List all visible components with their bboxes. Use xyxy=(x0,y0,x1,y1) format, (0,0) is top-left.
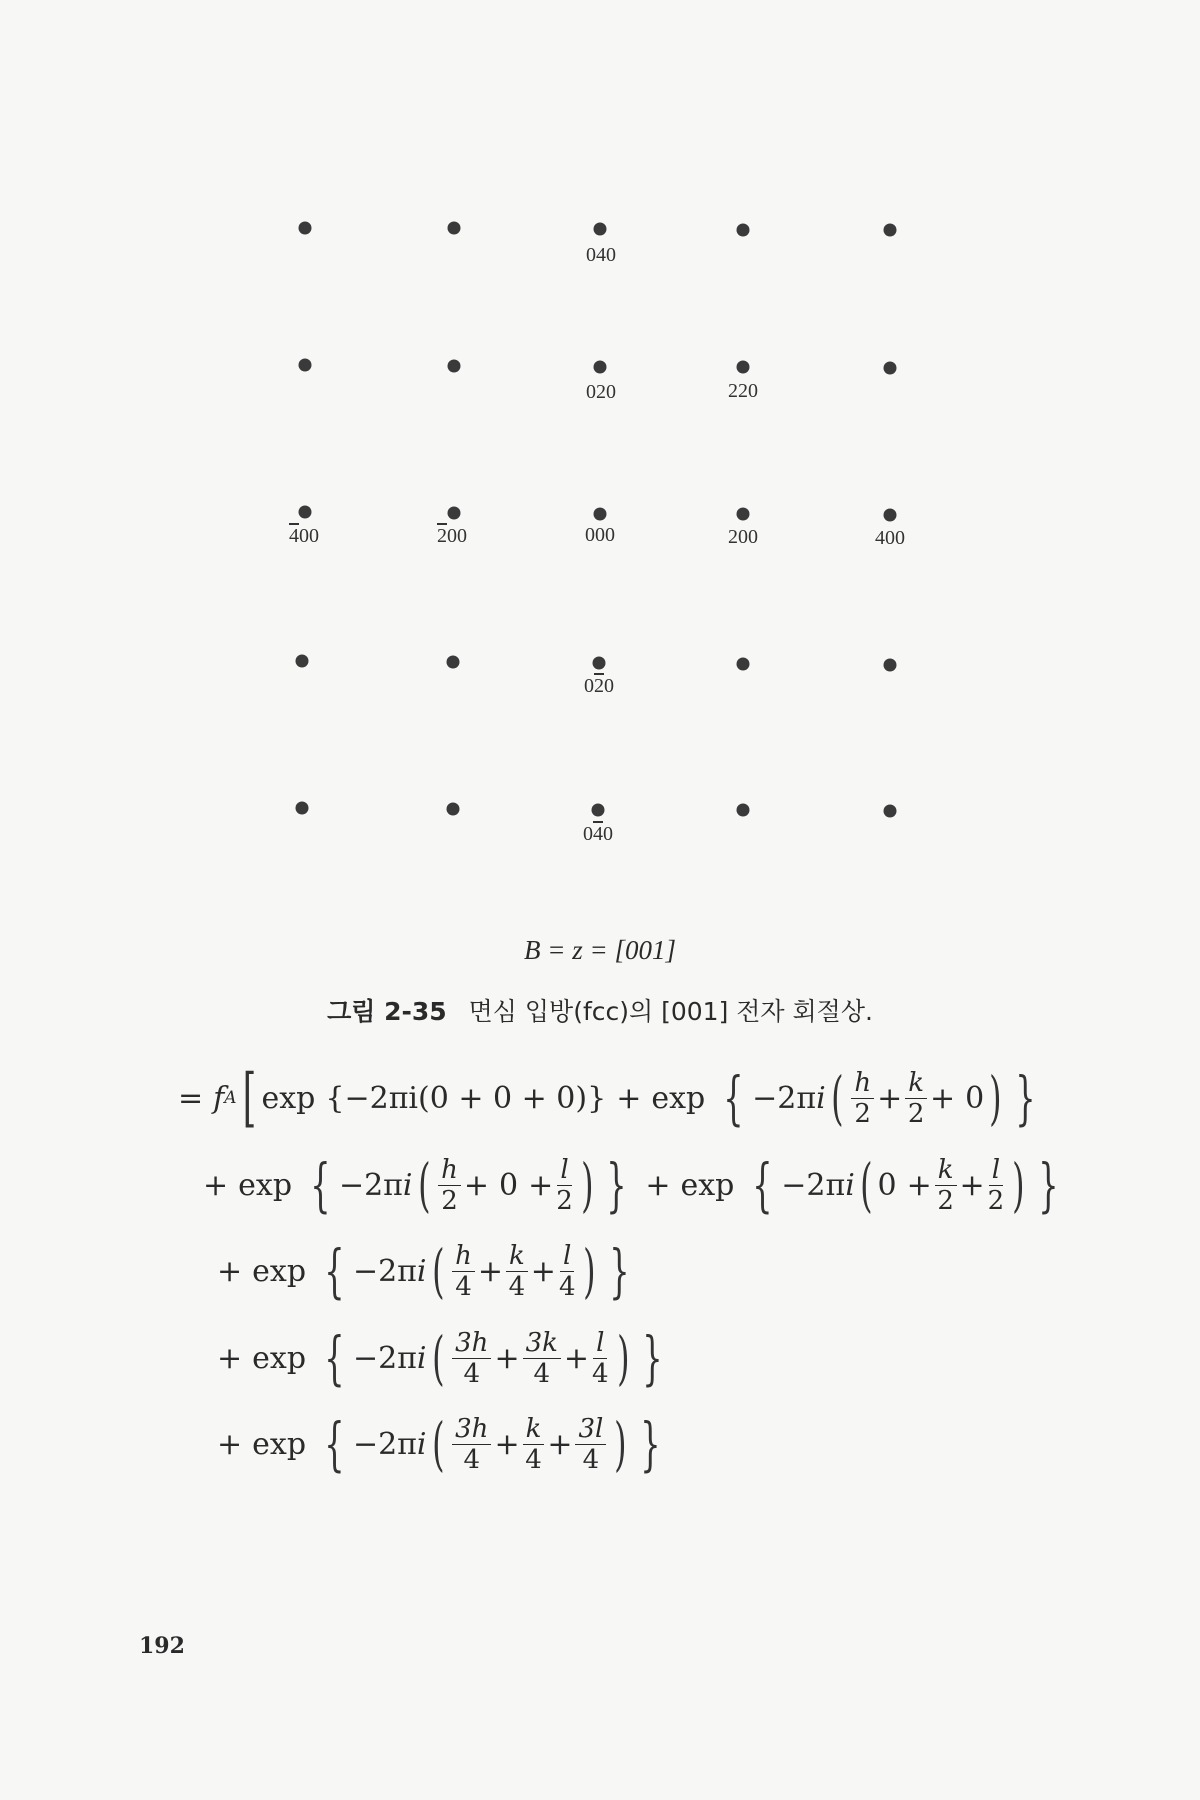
numerator: k xyxy=(523,1416,545,1445)
fraction xyxy=(556,1157,573,1214)
denominator: 4 xyxy=(582,1445,600,1475)
plus-sign: + xyxy=(217,1340,243,1376)
equation-line-4 xyxy=(217,1324,671,1393)
open-brace: { xyxy=(324,1324,345,1393)
diffraction-spot xyxy=(737,224,750,237)
overlined-index: 2 xyxy=(594,675,604,697)
fraction xyxy=(592,1330,609,1387)
plus-sign: + xyxy=(563,1340,590,1376)
diffraction-spot xyxy=(296,655,309,668)
page-number: 192 xyxy=(139,1633,185,1659)
diffraction-spot xyxy=(737,658,750,671)
imaginary-unit: i xyxy=(816,1080,826,1116)
open-paren: ( xyxy=(859,1151,873,1220)
open-brace: { xyxy=(723,1064,744,1133)
plus-sign: + xyxy=(494,1426,520,1462)
overlined-index: 4 xyxy=(289,525,299,547)
denominator: 4 xyxy=(463,1359,481,1389)
numerator: 3h xyxy=(452,1416,491,1445)
fraction xyxy=(905,1070,927,1127)
plus-sign: + xyxy=(906,1167,932,1203)
diffraction-spot xyxy=(594,508,607,521)
fraction xyxy=(851,1070,874,1127)
open-bracket: [ xyxy=(242,1060,256,1135)
diffraction-spot xyxy=(884,659,897,672)
close-brace: } xyxy=(642,1324,663,1393)
caption-text: 면심 입방(fcc)의 [001] 전자 회절상. xyxy=(468,997,873,1026)
imaginary-unit: i xyxy=(416,1340,427,1376)
plus-sign: + xyxy=(477,1253,504,1289)
numerator: 3k xyxy=(523,1330,561,1359)
denominator: 2 xyxy=(907,1099,925,1129)
denominator: 4 xyxy=(592,1359,609,1389)
spot-label-020: 020 xyxy=(586,381,616,403)
diffraction-spot xyxy=(884,362,897,375)
spot-label-220: 220 xyxy=(728,380,758,402)
numerator: l xyxy=(593,1330,607,1359)
imaginary-unit: i xyxy=(416,1253,427,1289)
spot-label-0neg20: 020 xyxy=(584,675,614,697)
exp-operator: exp xyxy=(252,1253,307,1289)
close-brace: } xyxy=(640,1410,661,1479)
zone-axis-text: B = z = [001] xyxy=(524,935,676,965)
diffraction-spot xyxy=(737,508,750,521)
diffraction-spot xyxy=(448,222,461,235)
exp-operator: exp xyxy=(651,1080,706,1116)
numerator: 3h xyxy=(452,1330,491,1359)
close-brace: } xyxy=(1038,1151,1059,1220)
fraction xyxy=(506,1243,528,1300)
denominator: 2 xyxy=(987,1186,1005,1216)
fraction xyxy=(452,1330,491,1387)
equation-line-1 xyxy=(178,1060,1044,1135)
overlined-index: 4 xyxy=(593,823,603,845)
denominator: 4 xyxy=(533,1359,550,1389)
diffraction-spot xyxy=(592,804,605,817)
zero: 0 xyxy=(877,1167,897,1203)
denominator: 4 xyxy=(455,1272,472,1302)
term-1-argument: {−2πi(0 + 0 + 0)} xyxy=(325,1080,607,1116)
spot-label-000: 000 xyxy=(585,524,615,546)
fraction xyxy=(452,1243,475,1300)
equation-line-2 xyxy=(203,1151,1067,1220)
spot-label-200: 200 xyxy=(728,526,758,548)
plus-sign: + xyxy=(463,1167,490,1203)
denominator: 2 xyxy=(937,1186,954,1216)
fraction xyxy=(988,1157,1005,1214)
fraction xyxy=(935,1157,957,1214)
close-paren: ) xyxy=(614,1410,627,1479)
diffraction-spot xyxy=(296,802,309,815)
plus-sign: + xyxy=(528,1167,554,1203)
plus-sign: + xyxy=(494,1340,520,1376)
exp-operator: exp xyxy=(252,1340,307,1376)
diffraction-spot xyxy=(299,359,312,372)
minus-two-pi: −2π xyxy=(338,1167,403,1203)
plus-sign: + xyxy=(530,1253,556,1289)
plus-sign: + xyxy=(877,1080,903,1116)
minus-two-pi: −2π xyxy=(352,1340,417,1376)
diffraction-spot xyxy=(594,223,607,236)
minus-two-pi: −2π xyxy=(781,1167,846,1203)
minus-two-pi: −2π xyxy=(752,1080,817,1116)
fraction xyxy=(438,1157,461,1214)
spot-label-400: 400 xyxy=(875,527,905,549)
diffraction-spot xyxy=(884,805,897,818)
exp-operator: exp xyxy=(680,1167,735,1203)
numerator: l xyxy=(989,1157,1003,1186)
denominator: 2 xyxy=(441,1186,458,1216)
spot-label-0neg40: 040 xyxy=(583,823,613,845)
spot-label-neg400: 400 xyxy=(289,525,319,547)
numerator: h xyxy=(438,1157,461,1186)
diffraction-pattern xyxy=(0,0,1200,880)
zero: 0 xyxy=(965,1080,985,1116)
minus-two-pi: −2π xyxy=(352,1253,417,1289)
exp-operator: exp xyxy=(252,1426,307,1462)
diffraction-spot xyxy=(737,804,750,817)
diffraction-spot xyxy=(884,224,897,237)
exp-operator: exp xyxy=(238,1167,293,1203)
figure-number: 그림 2-35 xyxy=(327,997,447,1026)
diffraction-spot xyxy=(299,506,312,519)
plus-sign: + xyxy=(645,1167,671,1203)
denominator: 4 xyxy=(508,1272,526,1302)
equation-line-5 xyxy=(217,1410,669,1479)
minus-two-pi: −2π xyxy=(352,1426,417,1462)
fraction xyxy=(559,1243,576,1300)
open-brace: { xyxy=(324,1410,345,1479)
diffraction-spot xyxy=(884,509,897,522)
open-brace: { xyxy=(310,1151,331,1220)
form-factor-symbol: f xyxy=(213,1080,225,1116)
close-brace: } xyxy=(609,1237,630,1306)
numerator: k xyxy=(935,1157,957,1186)
diffraction-spot xyxy=(299,222,312,235)
close-paren: ) xyxy=(1012,1151,1025,1220)
numerator: l xyxy=(560,1243,574,1272)
open-brace: { xyxy=(324,1237,345,1306)
numerator: l xyxy=(557,1157,571,1186)
diffraction-spot xyxy=(448,507,461,520)
numerator: h xyxy=(851,1070,874,1099)
zero: 0 xyxy=(499,1167,519,1203)
plus-sign: + xyxy=(217,1426,243,1462)
denominator: 4 xyxy=(558,1272,576,1302)
numerator: h xyxy=(452,1243,475,1272)
imaginary-unit: i xyxy=(845,1167,855,1203)
equation-line-3 xyxy=(217,1237,638,1306)
zone-axis-label xyxy=(0,935,1200,966)
imaginary-unit: i xyxy=(402,1167,413,1203)
open-paren: ( xyxy=(431,1410,445,1479)
form-factor-subscript: A xyxy=(224,1088,237,1108)
open-paren: ( xyxy=(417,1151,431,1220)
spot-label-040: 040 xyxy=(586,244,616,266)
diffraction-spot xyxy=(447,656,460,669)
figure-caption xyxy=(0,992,1200,1028)
equals-sign: = xyxy=(178,1080,204,1116)
numerator: k xyxy=(905,1070,927,1099)
fraction xyxy=(575,1416,606,1473)
exp-operator: exp xyxy=(261,1080,316,1116)
denominator: 2 xyxy=(854,1099,871,1129)
close-paren: ) xyxy=(583,1237,597,1306)
diffraction-spot xyxy=(448,360,461,373)
open-brace: { xyxy=(752,1151,773,1220)
denominator: 4 xyxy=(463,1445,481,1475)
diffraction-spot xyxy=(594,361,607,374)
plus-sign: + xyxy=(547,1426,573,1462)
close-paren: ) xyxy=(580,1151,594,1220)
numerator: 3l xyxy=(575,1416,606,1445)
denominator: 2 xyxy=(556,1186,573,1216)
diffraction-spot xyxy=(593,657,606,670)
close-brace: } xyxy=(1015,1064,1036,1133)
fraction xyxy=(452,1416,491,1473)
fraction xyxy=(523,1330,561,1387)
open-paren: ( xyxy=(431,1237,445,1306)
fraction xyxy=(523,1416,545,1473)
denominator: 4 xyxy=(525,1445,542,1475)
plus-sign: + xyxy=(203,1167,229,1203)
numerator: k xyxy=(506,1243,528,1272)
open-paren: ( xyxy=(830,1064,844,1133)
close-paren: ) xyxy=(989,1064,1002,1133)
diffraction-spot xyxy=(447,803,460,816)
spot-label-neg200: 200 xyxy=(437,525,467,547)
open-paren: ( xyxy=(431,1324,445,1393)
plus-sign: + xyxy=(217,1253,243,1289)
imaginary-unit: i xyxy=(416,1426,427,1462)
close-brace: } xyxy=(606,1151,628,1220)
plus-sign: + xyxy=(929,1080,956,1116)
plus-sign: + xyxy=(959,1167,985,1203)
overlined-index: 2 xyxy=(437,525,447,547)
plus-sign: + xyxy=(616,1080,642,1116)
close-paren: ) xyxy=(616,1324,630,1393)
diffraction-spot xyxy=(737,361,750,374)
